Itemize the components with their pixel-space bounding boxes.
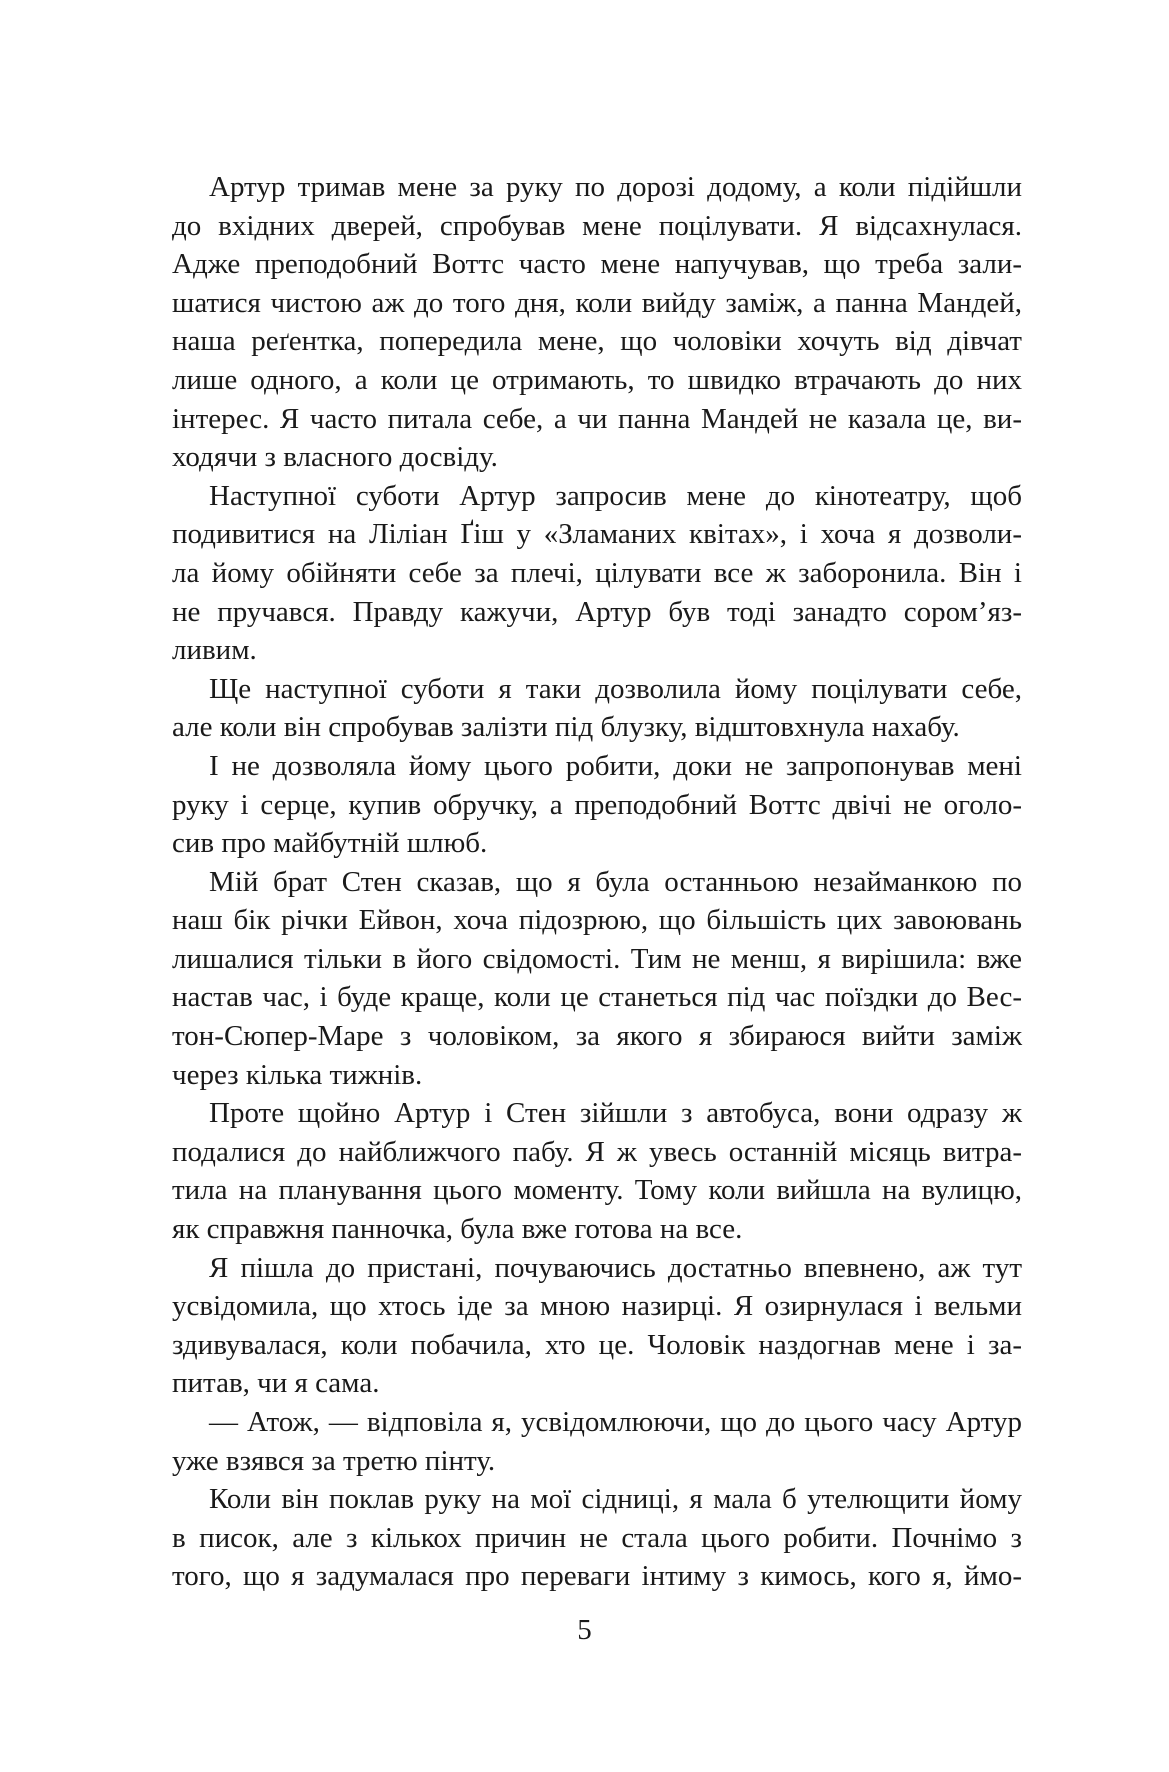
paragraph xyxy=(172,477,1022,670)
text-line: ходячи з власного досвіду. xyxy=(172,441,498,474)
paragraph xyxy=(172,747,1022,863)
text-line: питав, чи я сама. xyxy=(172,1367,380,1400)
paragraph xyxy=(172,1403,1022,1480)
text-line: уже взявся за третю пінту. xyxy=(172,1444,496,1477)
text-line: не пручався. Правду кажучи, Артур був тоді занадто сором’яз- xyxy=(172,595,1022,628)
page-number: 5 xyxy=(577,1614,592,1646)
text-line: Мій брат Стен сказав, що я була останньою незайманкою по xyxy=(209,865,1022,898)
text-line: наш бік річки Ейвон, хоча підозрюю, що більшість цих завоювань xyxy=(172,904,1022,937)
text-line: настав час, і буде краще, коли це станеться під час поїздки до Вес- xyxy=(172,981,1022,1014)
text-line: сив про майбутній шлюб. xyxy=(172,827,488,860)
text-line: Я пішла до пристані, почуваючись достатньо впевнено, аж тут xyxy=(209,1251,1022,1284)
text-line: лише одного, а коли це отримають, то швидко втрачають до них xyxy=(172,363,1022,396)
text-line: наша реґентка, попередила мене, що чоловіки хочуть від дівчат xyxy=(172,325,1022,358)
text-line: в писок, але з кількох причин не стала цього робити. Почнімо з xyxy=(172,1521,1022,1554)
text-line: того, що я задумалася про переваги інтиму з кимось, кого я, ймо- xyxy=(172,1560,1022,1593)
text-line: тон-Сюпер-Маре з чоловіком, за якого я збираюся вийти заміж xyxy=(172,1020,1022,1053)
text-line: — Атож, — відповіла я, усвідомлюючи, що до цього часу Артур xyxy=(209,1406,1022,1438)
paragraph xyxy=(172,863,1022,1095)
text-line: Адже преподобний Воттс часто мене напучував, що треба зали- xyxy=(172,248,1022,281)
paragraph xyxy=(172,670,1022,747)
body-text xyxy=(172,168,1022,1596)
text-line: Коли він поклав руку на мої сідниці, я мала б утелющити йому xyxy=(209,1483,1022,1516)
text-line: подивитися на Ліліан Ґіш у «Зламаних квітах», і хоча я дозволи- xyxy=(172,518,1022,551)
text-line: здивувалася, коли побачила, хто це. Чоловік наздогнав мене і за- xyxy=(172,1328,1022,1361)
text-line: тила на планування цього моменту. Тому коли вийшла на вулицю, xyxy=(172,1174,1022,1207)
text-line: лишалися тільки в його свідомості. Тим не менш, я вирішила: вже xyxy=(172,942,1022,975)
text-line: Ще наступної суботи я таки дозволила йому поцілувати себе, xyxy=(209,672,1022,705)
paragraph xyxy=(172,1094,1022,1248)
text-line: Наступної суботи Артур запросив мене до кінотеатру, щоб xyxy=(209,479,1022,512)
text-line: як справжня панночка, була вже готова на все. xyxy=(172,1213,743,1246)
text-line: шатися чистою аж до того дня, коли вийду заміж, а панна Мандей, xyxy=(172,286,1022,319)
text-line: руку і серце, купив обручку, а преподобний Воттс двічі не оголо- xyxy=(172,788,1022,821)
paragraph xyxy=(172,168,1022,477)
text-line: ливим. xyxy=(172,634,257,667)
text-line: Артур тримав мене за руку по дорозі додому, а коли підійшли xyxy=(209,171,1022,203)
text-line: до вхідних дверей, спробував мене поцілувати. Я відсахнулася. xyxy=(172,209,1022,242)
text-line: але коли він спробував залізти під блузку, відштовхнула нахабу. xyxy=(172,711,960,744)
text-line: подалися до найближчого пабу. Я ж увесь останній місяць витра- xyxy=(172,1135,1022,1168)
paragraph xyxy=(172,1480,1022,1596)
text-line: усвідомила, що хтось іде за мною назирці. Я озирнулася і вельми xyxy=(172,1290,1022,1323)
text-line: Проте щойно Артур і Стен зійшли з автобуса, вони одразу ж xyxy=(209,1097,1022,1130)
paragraph xyxy=(172,1249,1022,1403)
text-line: І не дозволяла йому цього робити, доки не запропонував мені xyxy=(209,749,1022,782)
text-line: ла йому обійняти себе за плечі, цілувати все ж заборонила. Він і xyxy=(172,556,1022,589)
text-line: через кілька тижнів. xyxy=(172,1058,423,1091)
text-line: інтерес. Я часто питала себе, а чи панна Мандей не казала це, ви- xyxy=(172,402,1022,435)
